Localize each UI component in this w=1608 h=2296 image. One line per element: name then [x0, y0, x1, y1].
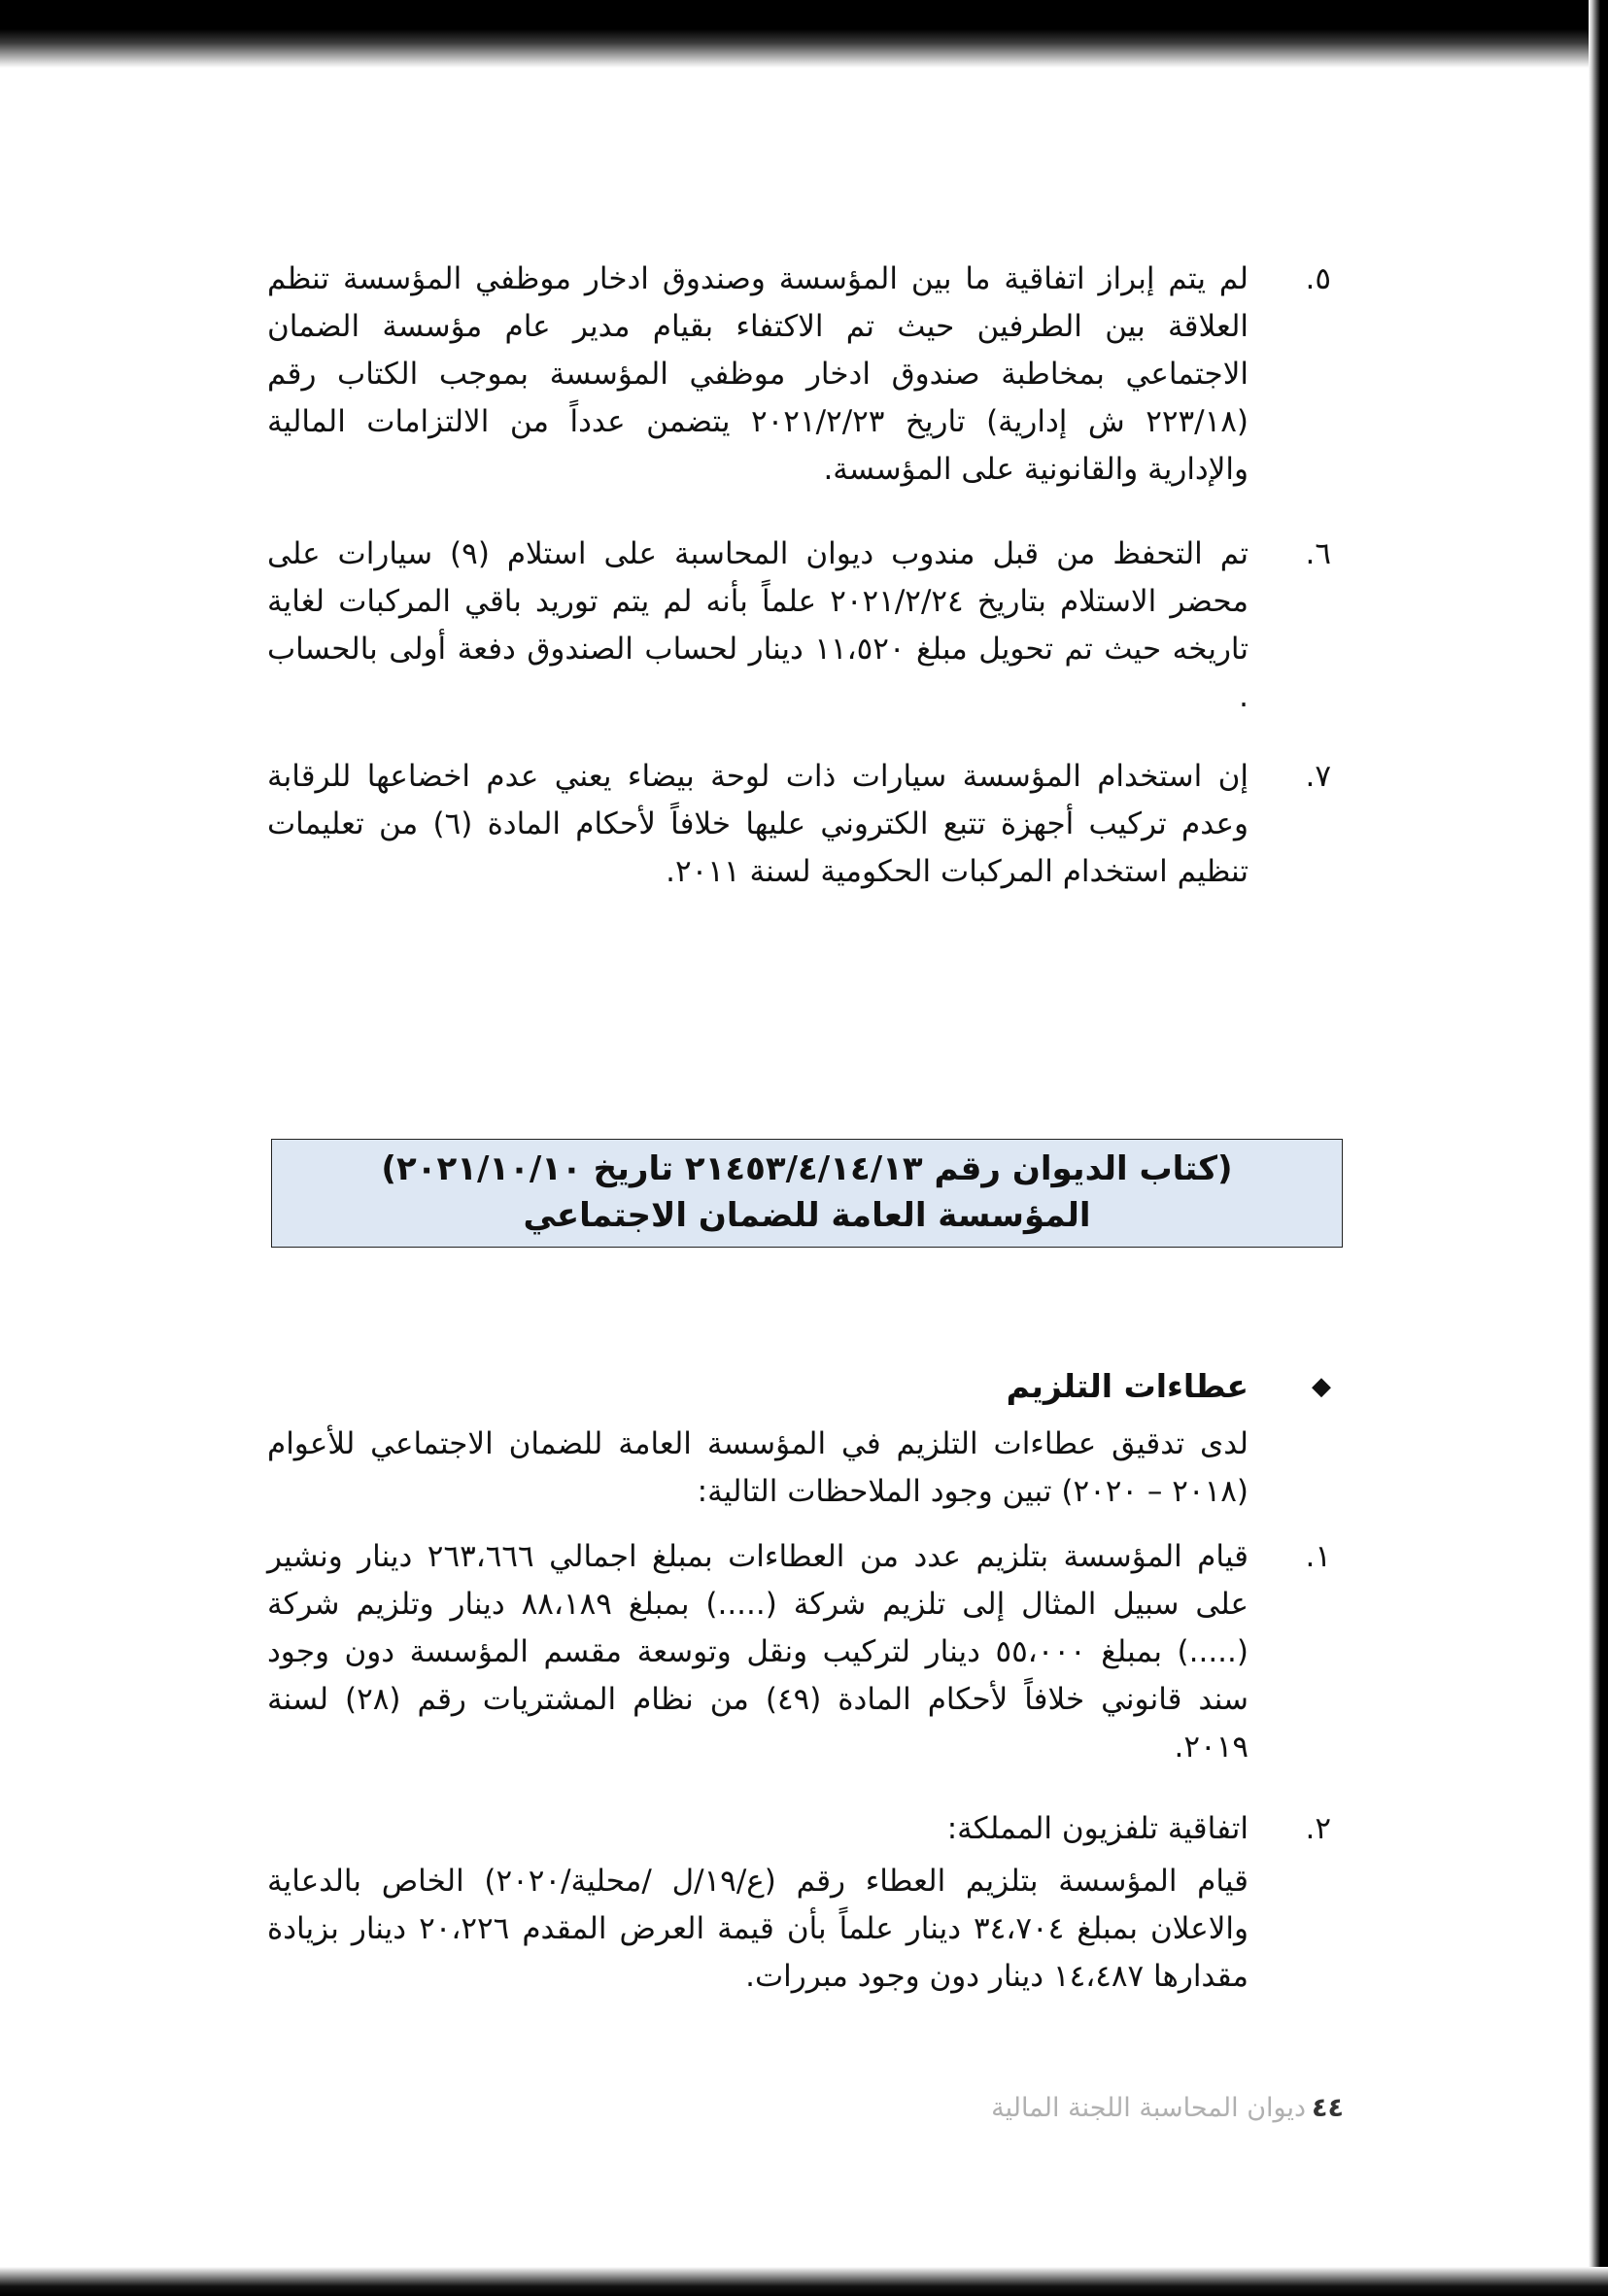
list-item-number: ٧. [1305, 759, 1331, 794]
list-item-text: إن استخدام المؤسسة سيارات ذات لوحة بيضاء يعني عدم اخضاعها للرقابة وعدم تركيب أجهزة تتبع الكتروني عليها خلافاً لأحكام المادة (٦) من تعليمات تنظيم استخدام المركبات الحكومية لسنة ٢٠١١. [267, 759, 1249, 889]
footer-text: ديوان المحاسبة اللجنة المالية [991, 2093, 1307, 2123]
institution-name: المؤسسة العامة للضمان الاجتماعي [523, 1196, 1091, 1235]
page-number: ٤٤ [1312, 2093, 1344, 2123]
diamond-bullet-icon: ◆ [1312, 1372, 1331, 1401]
section-heading [262, 1362, 1331, 1411]
letter-reference-box [271, 1139, 1343, 1248]
list-item-number: ١. [1305, 1539, 1331, 1574]
list-item-text: لم يتم إبراز اتفاقية ما بين المؤسسة وصندوق ادخار موظفي المؤسسة تنظم العلاقة بين الطرفين حيث تم الاكتفاء بقيام مدير عام مؤسسة الضمان الاجتماعي بمخاطبة صندوق ادخار موظفي المؤسسة بموجب الكتاب رقم (٢٢٣/١٨ ش إدارية) تاريخ ٢٠٢١/٢/٢٣ يتضمن عدداً من الالتزامات المالية والإدارية والقانونية على المؤسسة. [267, 261, 1249, 487]
list-item-number: ٦. [1305, 536, 1331, 571]
list-item-text: قيام المؤسسة بتلزيم عدد من العطاءات بمبلغ اجمالي ٢٦٣،٦٦٦ دينار ونشير على سبيل المثال إلى تلزيم شركة (.....) بمبلغ ٨٨،١٨٩ دينار وتلزيم شركة (.....) بمبلغ ٥٥،٠٠٠ دينار لتركيب ونقل وتوسعة مقسم المؤسسة دون وجود سند قانوني خلافاً لأحكام المادة (٤٩) من نظام المشتريات رقم (٢٨) لسنة ٢٠١٩. [267, 1539, 1249, 1765]
scan-border-right [1589, 0, 1608, 2296]
scan-border-bottom [0, 2267, 1608, 2296]
list-item-number: ٢. [1305, 1811, 1331, 1846]
section-intro: لدى تدقيق عطاءات التلزيم في المؤسسة العامة للضمان الاجتماعي للأعوام (٢٠١٨ – ٢٠٢٠) تبين وجود الملاحظات التالية: [267, 1426, 1249, 1509]
section-paragraph: قيام المؤسسة بتلزيم العطاء رقم (ع/١٩/ل /محلية/٢٠٢٠) الخاص بالدعاية والاعلان بمبلغ ٣٤،٧٠٤ دينار علماً بأن قيمة العرض المقدم ٢٠،٢٢٦ دينار بزيادة مقدارها ١٤،٤٨٧ دينار دون وجود مبررات. [267, 1864, 1249, 1994]
list-item-text: تم التحفظ من قبل مندوب ديوان المحاسبة على استلام (٩) سيارات على محضر الاستلام بتاريخ ٢٠٢١/٢/٢٤ علماً بأنه لم يتم توريد باقي المركبات لغاية تاريخه حيث تم تحويل مبلغ ١١،٥٢٠ دينار لحساب الصندوق دفعة أولى بالحساب . [267, 536, 1249, 714]
page-footer [991, 2089, 1344, 2128]
section-title: عطاءات التلزيم [1006, 1367, 1249, 1405]
scan-border-top [0, 0, 1608, 68]
list-item-number: ٥. [1305, 261, 1331, 296]
letter-reference-line: (كتاب الديوان رقم ٢١٤٥٣/٤/١٤/١٣ تاريخ ٢٠٢١/١٠/١٠) [381, 1149, 1233, 1188]
list-item-text: اتفاقية تلفزيون المملكة: [946, 1811, 1249, 1846]
